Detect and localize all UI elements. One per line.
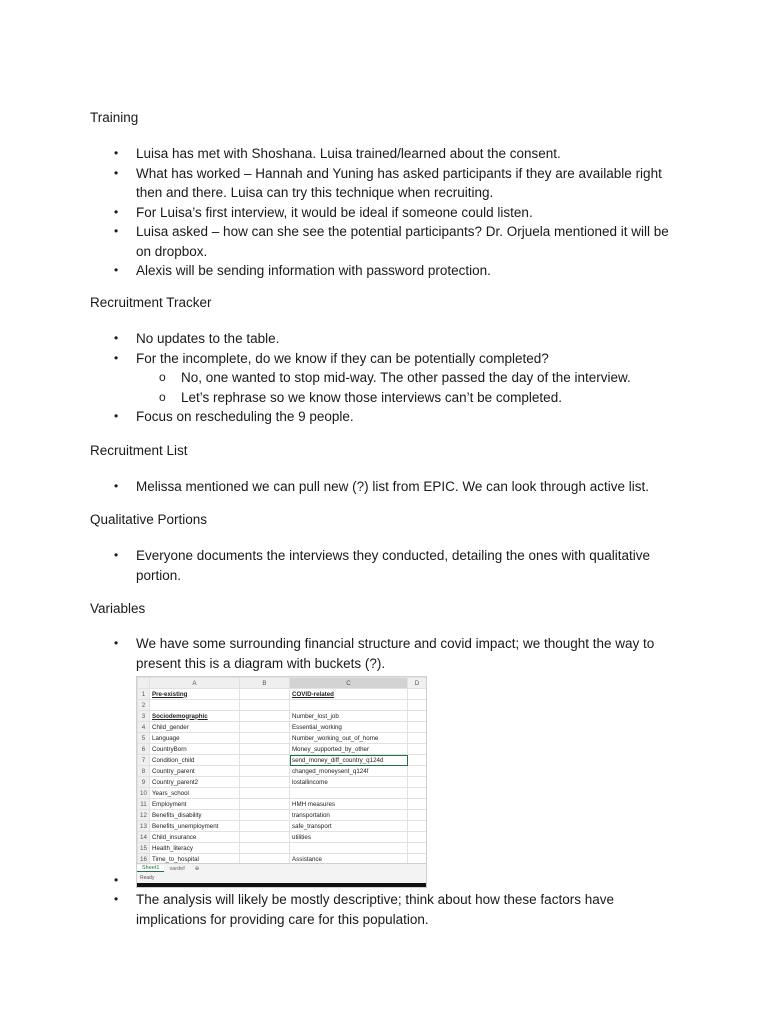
cell-a: CountryBorn	[150, 744, 240, 755]
list-item: • Everyone documents the interviews they conducted, detailing the ones with qualitative portion.	[114, 548, 651, 583]
cell-b	[240, 755, 290, 766]
cell-a	[150, 700, 240, 711]
cell-b	[240, 733, 290, 744]
cell-c	[290, 788, 408, 799]
row-number: 10	[138, 788, 150, 799]
cell-c: changed_moneysent_q124f	[290, 766, 408, 777]
column-header: C	[290, 678, 408, 689]
cell-b	[240, 788, 290, 799]
table-row	[138, 744, 427, 755]
cell-b	[240, 843, 290, 854]
list-item: • Focus on rescheduling the 9 people.	[0, 407, 768, 427]
list-item: • Alexis will be sending information with password protection.	[0, 261, 768, 281]
table-row	[138, 722, 427, 733]
heading-variables: Variables	[90, 601, 146, 616]
variables-list	[0, 634, 768, 673]
bullet-icon: •	[114, 548, 119, 562]
row-number: 7	[138, 755, 150, 766]
cell-a: Benefits_disability	[150, 810, 240, 821]
list-item: • Melissa mentioned we can pull new (?) list from EPIC. We can look through active list.	[0, 477, 768, 497]
cell-b	[240, 722, 290, 733]
cell-c: Assistance	[290, 854, 408, 865]
cell-a: Time_to_hospital	[150, 854, 240, 865]
cell-b	[240, 832, 290, 843]
cell-a: Sociodemographic	[150, 711, 240, 722]
cell-a: Country_parent	[150, 766, 240, 777]
cell-c: Money_supported_by_other	[290, 744, 408, 755]
table-row	[138, 832, 427, 843]
bullet-icon: •	[114, 146, 119, 160]
cell-c: HMH measures	[290, 799, 408, 810]
table-row	[138, 755, 427, 766]
row-number: 2	[138, 700, 150, 711]
cell-d	[408, 711, 427, 722]
cell-d	[408, 832, 427, 843]
cell-d	[408, 689, 427, 700]
cell-d	[408, 700, 427, 711]
corner-cell	[138, 678, 150, 689]
cell-c: send_money_diff_country_q124d	[290, 755, 408, 766]
cell-a: Health_literacy	[150, 843, 240, 854]
row-number: 5	[138, 733, 150, 744]
bullet-icon: •	[114, 479, 119, 493]
column-header-row	[138, 678, 427, 689]
table-row	[138, 843, 427, 854]
training-list	[0, 144, 768, 281]
table-row	[138, 810, 427, 821]
cell-c: Essential_working	[290, 722, 408, 733]
row-number: 3	[138, 711, 150, 722]
cell-c: utilities	[290, 832, 408, 843]
cell-d	[408, 755, 427, 766]
list-item: • Luisa asked – how can she see the potential participants? Dr. Orjuela mentioned it will be on dropbox.	[114, 224, 669, 259]
bullet-icon: •	[114, 873, 119, 887]
row-number: 4	[138, 722, 150, 733]
cell-b	[240, 799, 290, 810]
cell-b	[240, 711, 290, 722]
cell-a: Benefits_unemployment	[150, 821, 240, 832]
cell-d	[408, 843, 427, 854]
image-bottom-border	[137, 883, 426, 887]
bullet-icon: •	[114, 224, 119, 238]
cell-c: Number_working_out_of_home	[290, 733, 408, 744]
cell-a: Country_parent2	[150, 777, 240, 788]
row-number: 12	[138, 810, 150, 821]
cell-c: safe_transport	[290, 821, 408, 832]
bullet-icon: •	[114, 204, 119, 219]
recruitment-list	[0, 477, 768, 497]
table-row	[138, 777, 427, 788]
column-header: D	[408, 678, 427, 689]
spreadsheet-table	[137, 677, 427, 865]
table-row	[138, 799, 427, 810]
sheet-tabs	[137, 863, 426, 873]
table-row	[138, 821, 427, 832]
qualitative-list	[0, 546, 768, 585]
bullet-icon: •	[114, 331, 119, 345]
row-number: 14	[138, 832, 150, 843]
cell-d	[408, 810, 427, 821]
spreadsheet-image	[136, 676, 427, 888]
cell-a: Employment	[150, 799, 240, 810]
bullet-icon: •	[114, 409, 119, 423]
row-number: 16	[138, 854, 150, 865]
cell-c: lostallincome	[290, 777, 408, 788]
table-row	[138, 700, 427, 711]
cell-a: Language	[150, 733, 240, 744]
row-number: 1	[138, 689, 150, 700]
cell-d	[408, 722, 427, 733]
cell-b	[240, 766, 290, 777]
tracker-sub-list	[136, 368, 676, 407]
bullet-icon: •	[114, 350, 119, 365]
variables-list-final	[0, 890, 768, 929]
cell-b	[240, 810, 290, 821]
column-header: A	[150, 678, 240, 689]
row-number: 15	[138, 843, 150, 854]
list-item: • What has worked – Hannah and Yuning has asked participants if they are available right then and there. Luisa can try this technique when recruiting.	[114, 165, 662, 200]
circle-bullet-icon: o	[159, 370, 166, 384]
bullet-icon: •	[114, 892, 119, 906]
table-row	[138, 788, 427, 799]
tab-vardef: vardef	[169, 865, 185, 872]
cell-b	[240, 700, 290, 711]
spreadsheet-body	[138, 689, 427, 865]
column-header: B	[240, 678, 290, 689]
status-bar: Ready	[137, 873, 427, 883]
sub-list-item: o No, one wanted to stop mid-way. The other passed the day of the interview.	[136, 368, 676, 388]
cell-b	[240, 821, 290, 832]
cell-a: Pre-existing	[150, 689, 240, 700]
list-item: • Luisa has met with Shoshana. Luisa trained/learned about the consent.	[0, 144, 768, 164]
table-row	[138, 711, 427, 722]
tab-sheet1: Sheet1	[137, 865, 164, 872]
cell-d	[408, 766, 427, 777]
bullet-icon: •	[114, 263, 119, 277]
list-item: • The analysis will likely be mostly descriptive; think about how these factors have implications for providing care for this population.	[114, 892, 614, 927]
row-number: 9	[138, 777, 150, 788]
cell-c	[290, 843, 408, 854]
cell-d	[408, 744, 427, 755]
cell-d	[408, 788, 427, 799]
heading-qualitative-portions: Qualitative Portions	[90, 512, 208, 527]
cell-d	[408, 733, 427, 744]
circle-bullet-icon: o	[159, 389, 166, 404]
list-item: • No updates to the table.	[0, 329, 768, 349]
cell-b	[240, 744, 290, 755]
row-number: 13	[138, 821, 150, 832]
cell-a: Years_school	[150, 788, 240, 799]
cell-b	[240, 777, 290, 788]
cell-b	[240, 689, 290, 700]
heading-recruitment-tracker: Recruitment Tracker	[90, 295, 212, 310]
cell-c	[290, 700, 408, 711]
cell-c: transportation	[290, 810, 408, 821]
sub-list-item: o Let’s rephrase so we know those interviews can’t be completed.	[136, 388, 676, 408]
list-item: • We have some surrounding financial structure and covid impact; we thought the way to present this is a diagram with buckets (?).	[114, 636, 655, 671]
table-row	[138, 733, 427, 744]
row-number: 6	[138, 744, 150, 755]
tracker-list	[0, 329, 768, 427]
list-item: • For the incomplete, do we know if they can be potentially completed? o No, one wanted to stop mid-way. The other passed the day of the interview. o Let’s rephrase so we know those interviews can’t be completed.	[0, 349, 768, 408]
row-number: 8	[138, 766, 150, 777]
table-row	[138, 766, 427, 777]
heading-recruitment-list: Recruitment List	[90, 443, 188, 458]
bullet-icon: •	[114, 636, 119, 650]
heading-training: Training	[90, 110, 139, 125]
add-sheet-icon: ⊕	[194, 865, 200, 872]
cell-d	[408, 777, 427, 788]
cell-c: Number_lost_job	[290, 711, 408, 722]
table-row	[138, 689, 427, 700]
list-item: • For Luisa’s first interview, it would be ideal if someone could listen.	[0, 203, 768, 223]
cell-a: Child_gender	[150, 722, 240, 733]
cell-a: Child_insurance	[150, 832, 240, 843]
cell-d	[408, 799, 427, 810]
cell-c: COVID-related	[290, 689, 408, 700]
cell-d	[408, 821, 427, 832]
row-number: 11	[138, 799, 150, 810]
cell-a: Condition_child	[150, 755, 240, 766]
bullet-icon: •	[114, 165, 119, 180]
